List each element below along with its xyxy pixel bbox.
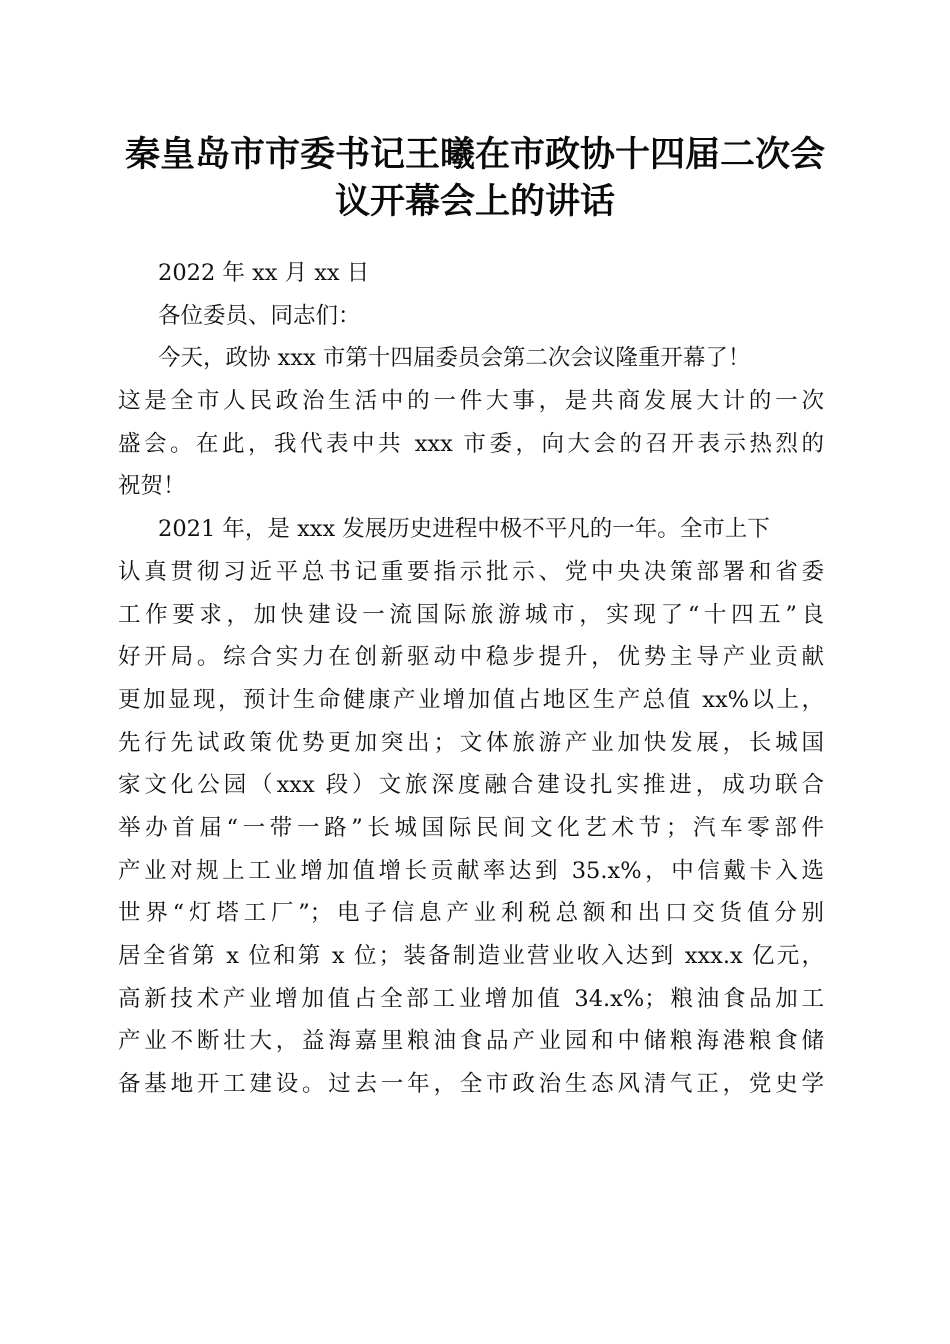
document-body [118,252,838,1106]
title-line-1: 秦皇岛市市委书记王曦在市政协十四届二次会 [124,134,825,175]
paragraph-2-line-3: 工作要求，加快建设一流国际旅游城市，实现了“十四五”良 [118,601,824,628]
title-line-2: 议开幕会上的讲话 [334,181,615,222]
paragraph-2-line-4: 好开局。综合实力在创新驱动中稳步提升，优势主导产业贡献 [118,644,824,671]
paragraph-2-line-7: 家文化公园（xxx 段）文旅深度融合建设扎实推进，成功联合 [118,772,824,799]
salutation: 各位委员、同志们： [158,302,361,329]
paragraph-2-line-14: 备基地开工建设。过去一年，全市政治生态风清气正，党史学 [118,1071,824,1098]
paragraph-2-line-8: 举办首届“一带一路”长城国际民间文化艺术节；汽车零部件 [118,814,824,841]
paragraph-1-line-2: 这是全市人民政治生活中的一件大事，是共商发展大计的一次 [118,388,824,415]
paragraph-2-line-10: 世界“灯塔工厂”；电子信息产业利税总额和出口交货值分别 [118,900,824,927]
paragraph-2-line-11: 居全省第 x 位和第 x 位；装备制造业营业收入达到 xxx.x 亿元， [118,943,824,969]
document-title [100,131,850,225]
date-line: 2022 年 xx 月 xx 日 [158,260,370,286]
paragraph-2-line-5: 更加显现，预计生命健康产业增加值占地区生产总值 xx%以上， [118,686,824,713]
paragraph-1-line-3: 盛会。在此，我代表中共 xxx 市委，向大会的召开表示热烈的 [118,430,824,457]
paragraph-1-line-4: 祝贺！ [118,473,186,500]
paragraph-1-line-1: 今天，政协 xxx 市第十四届委员会第二次会议隆重开幕了！ [158,345,751,372]
paragraph-2-line-6: 先行先试政策优势更加突出；文体旅游产业加快发展，长城国 [118,729,824,756]
paragraph-2-line-13: 产业不断壮大，益海嘉里粮油食品产业园和中储粮海港粮食储 [118,1028,824,1055]
paragraph-2-line-1: 2021 年，是 xxx 发展历史进程中极不平凡的一年。全市上下 [158,516,770,543]
paragraph-2-line-12: 高新技术产业增加值占全部工业增加值 34.x%；粮油食品加工 [118,985,824,1012]
paragraph-2-line-9: 产业对规上工业增加值增长贡献率达到 35.x%，中信戴卡入选 [118,857,824,884]
paragraph-2-line-2: 认真贯彻习近平总书记重要指示批示、党中央决策部署和省委 [118,558,824,585]
